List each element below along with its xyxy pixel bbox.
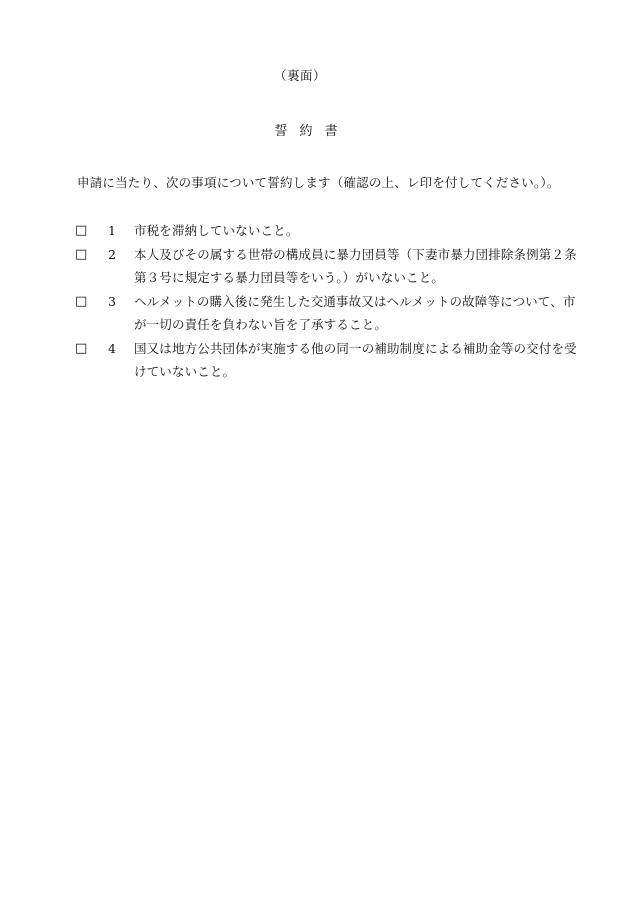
item-number-2: 2: [108, 246, 116, 262]
item-number-4: 4: [108, 340, 116, 356]
pledge-item-1: [75, 219, 575, 243]
item-3-line-2: が一切の責任を負わない旨を了承すること。: [134, 317, 388, 332]
pledge-item-2: [75, 243, 575, 290]
intro-text: 申請に当たり、次の事項について誓約します（確認の上、レ印を付してください。）。: [77, 175, 560, 190]
pledge-item-4: [75, 337, 575, 384]
item-2-line-2: 第３号に規定する暴力団員等をいう。）がいないこと。: [134, 270, 445, 285]
item-number-1: 1: [108, 223, 116, 238]
checkbox-item-3[interactable]: □: [75, 293, 88, 309]
item-1-line-1: 市税を滞納していないこと。: [134, 223, 299, 238]
item-4-line-2: けていないこと。: [134, 364, 236, 379]
pledge-items-list: [75, 219, 575, 384]
pledge-item-3: [75, 290, 575, 337]
item-number-3: 3: [108, 293, 116, 309]
item-text-3: [134, 290, 576, 337]
item-2-line-1: 本人及びその属する世帯の構成員に暴力団員等（下妻市暴力団排除条例第２条: [134, 246, 577, 262]
checkbox-item-1[interactable]: □: [75, 223, 88, 238]
checkbox-item-4[interactable]: □: [75, 340, 88, 356]
item-text-2: [134, 243, 577, 290]
item-text-4: [134, 337, 577, 384]
page-title: 誓約書: [274, 124, 350, 139]
item-4-line-1: 国又は地方公共団体が実施する他の同一の補助制度による補助金等の交付を受: [134, 340, 577, 356]
back-side-label: （裏面）: [273, 68, 326, 83]
checkbox-item-2[interactable]: □: [75, 246, 88, 262]
item-3-line-1: ヘルメットの購入後に発生した交通事故又はヘルメットの故障等について、市: [134, 293, 576, 309]
item-text-1: [134, 219, 575, 243]
